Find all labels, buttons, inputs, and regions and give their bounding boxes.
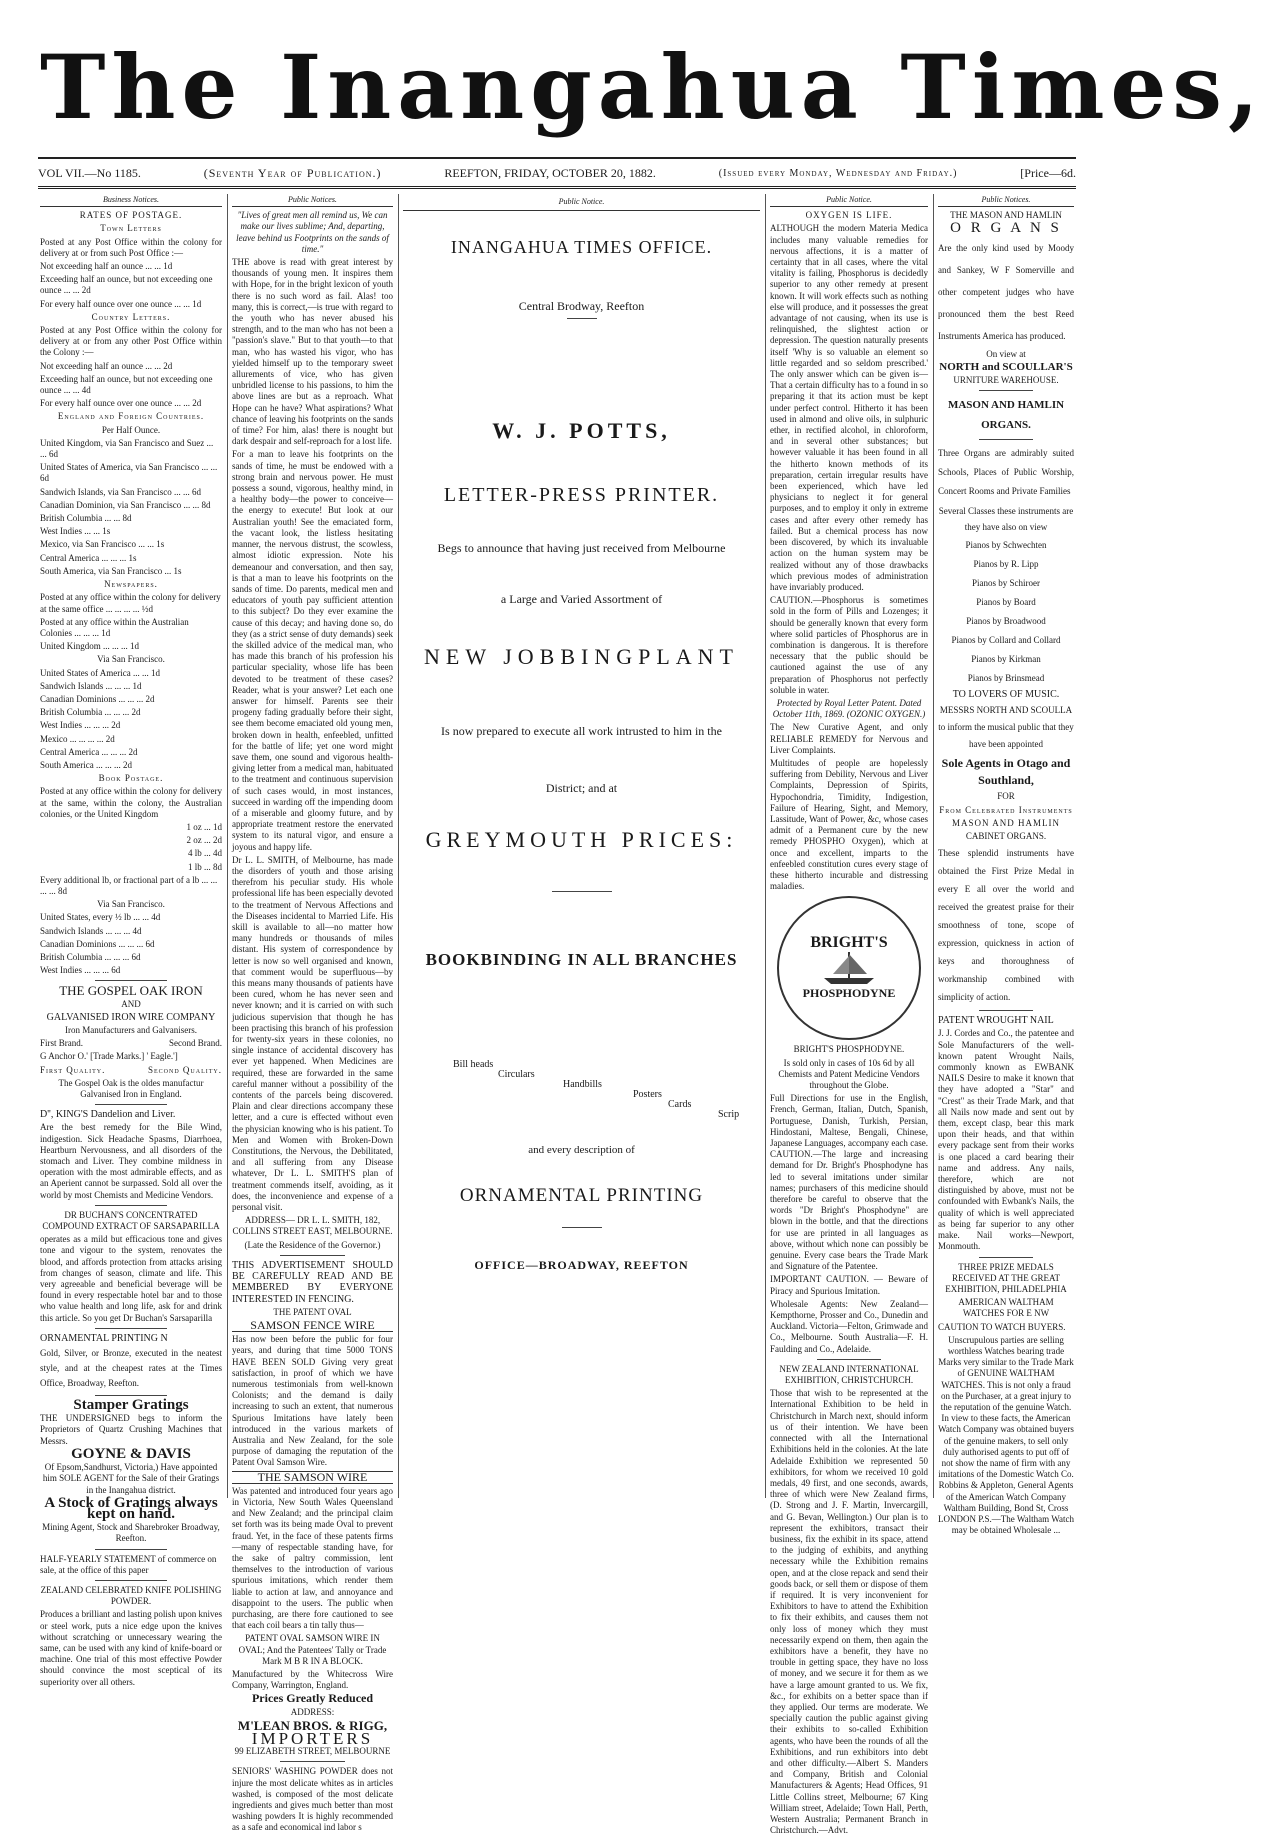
- gospel-quality: [40, 1065, 222, 1076]
- separator: [552, 891, 612, 892]
- column-header: Public Notices.: [938, 194, 1074, 207]
- place-date: REEFTON, FRIDAY, OCTOBER 20, 1882.: [444, 165, 656, 180]
- mason-text: Are the only kind used by Moody and Sankey, W F Somerville and other competent judges who have pronounced them the best Reed Instruments America has produced.: [938, 242, 1074, 341]
- separator: [562, 1227, 602, 1228]
- masthead: [40, 30, 1265, 145]
- piano-item: Pianos by Kirkman: [971, 654, 1041, 665]
- rate-line: 2 oz ... 2d: [186, 835, 222, 846]
- rate-line: South America, via San Francisco ... 1s: [40, 565, 182, 576]
- office-location: OFFICE—BROADWAY, REEFTON: [474, 1258, 689, 1272]
- goyne-davis: GOYNE & DAVIS: [71, 1445, 191, 1462]
- separator: [280, 1255, 344, 1256]
- newspapers-heading: Newspapers.: [104, 579, 158, 590]
- book-postage-text: Posted at any office within the colony for delivery at the same, within the colony, the Australian colonies, or the United Kingdom: [40, 786, 222, 819]
- address-label: ADDRESS:: [290, 1706, 335, 1717]
- separator: [95, 1395, 168, 1396]
- separator: [95, 1580, 168, 1581]
- mlean-address: 99 ELIZABETH STREET, MELBOURNE: [234, 1746, 391, 1757]
- organs: O R G A N S: [950, 220, 1062, 237]
- stamper-big: A Stock of Gratings always kept on hand.: [44, 1494, 218, 1522]
- agents: Wholesale Agents: New Zealand—Kempthorne, Prosser and Co., Dunedin and Auckland. Victoria—Felton, Grimwade and Co., Melbourne. South Australia—F. H. Faulding and Co., Adelaide.: [770, 1298, 929, 1354]
- column-divider: [765, 194, 766, 1498]
- gospel-oak-sub: Iron Manufacturers and Galvanisers.: [65, 1025, 197, 1035]
- piano-item: Pianos by Collard and Collard: [951, 635, 1061, 646]
- country-letters-heading: Country Letters.: [91, 311, 171, 322]
- north-scoullar: NORTH and SCOULLAR'S: [939, 360, 1073, 373]
- king-title: D'', KING'S Dandelion and Liver.: [40, 1109, 176, 1121]
- cordes: J. J. Cordes and Co., the patentee and Sole Manufacturers of the well-known patent Wrought Nails, commonly known as EWBANK NAILS Desire to make it known that they have adopted a "Star" and "Crest" as their Trade Mark, and that all Nails now made and sent out by them, except clasp, bear this mark upon their heads, and that within every package sent from their works is one placed a card bearing their name and address. Any nails, therefore, which are not distinguished by above, must not be confounded with Ewbank's Nails, the quality of which is well appreciated as being far superior to any other make. Nail works—Newport, Monmouth.: [938, 1028, 1074, 1252]
- rate-line: Mexico ... ... ... ... 2d: [40, 733, 115, 744]
- protected: Protected by Royal Letter Patent. Dated October 11th, 1869. (OZONIC OXYGEN.): [772, 697, 926, 720]
- bottom-rule: [38, 186, 1076, 193]
- rate-line: Canadian Dominion, via San Francisco ... ... 8d: [40, 499, 211, 510]
- mason-title: THE MASON AND HAMLIN: [950, 210, 1062, 221]
- brights-title: BRIGHT'S PHOSPHODYNE.: [793, 1044, 905, 1055]
- rate-line: British Columbia ... ... 8d: [40, 513, 132, 524]
- rate-line: United Kingdom ... ... ... 1d: [40, 641, 139, 652]
- first-brand: First Brand.: [40, 1038, 84, 1049]
- oxygen-text: ALTHOUGH the modern Materia Medica includes many valuable remedies for nervous affections, it is a matter of certainty that in all cases, where the vital vitality is failing, Phosphorus is decidedly superior to any other remedy at present known. It will work effects such as nothing else will produce, and it possesses the great advantage of not causing, when its use is relinquished, the slightest action or depression. The question naturally presents itself 'Why is so valuable an element so little regarded and so seldom prescribed.' The only answer which can be given is—That a certain difficulty has to a found in so preparing it that its action must be kept under perfect control. Hitherto it has been used in almond and olive oils, in sulphuric ether, in rectified alcohol, in chloroform, and in several other substances; but however valuable it has been found in all the hitherto known methods of its preparation, certain irregular results have been experienced, which have led physicians to neglect it for general purposes, and to employ it only in extreme cases and after every other remedy has failed. But a chemical process has now been discovered, by which its invaluable action on the human system may be realized without any of those drawbacks which previous modes of administration have invariably produced.: [770, 223, 928, 592]
- prices-reduced: Prices Greatly Reduced: [251, 1691, 374, 1706]
- job-item: Cards: [668, 1099, 692, 1110]
- rate-line: Exceeding half an ounce, but not exceeding one ounce ... ... 2d: [40, 274, 213, 296]
- gospel-oak-title2: GALVANISED IRON WIRE COMPANY: [46, 1011, 216, 1023]
- stamper-title: Stamper Gratings: [73, 1397, 189, 1414]
- column-header: Business Notices.: [40, 194, 222, 207]
- assortment: a Large and Varied Assortment of: [500, 592, 663, 606]
- printer-trade: LETTER-PRESS PRINTER.: [443, 484, 720, 506]
- smith-text-1: THE above is read with great interest by thousands of young men. It inspires them with Hope, for in the bright lexicon of youth there is no such word as fail. Alas! too many, this is correct,—is true with regard to the youth who has never abused his strength, and to the man who has not been a "passion's slave." But to that youth—to that man, who has wasted his vigor, who has yielded himself up to the temporary sweet allurements of vice, who has given unbridled license to his passions, to him the above lines are but as a reproach. What Hope can he have? What aspirations? What chance of leaving his footprints on the sands of time? For him, alas! there is nought but dark despair and self-reproach for a lost life.: [232, 257, 393, 447]
- smith-address-note: (Late the Residence of the Governor.): [244, 1239, 381, 1250]
- rate-line: Not exceeding half an ounce ... ... 2d: [40, 360, 173, 371]
- rate-line: West Indies ... ... ... 6d: [40, 965, 121, 976]
- town-letters-text: Posted at any Post Office within the colony for delivery at or from such Post Office :—: [40, 236, 222, 258]
- piano-item: Pianos by Schwechten: [965, 540, 1047, 551]
- column-header: Public Notices.: [232, 194, 393, 207]
- via-heading: Via San Francisco.: [97, 899, 165, 910]
- poem: "Lives of great men all remind us, We can make our lives sublime; And, departing, leave behind us Footprints on the sands of time.": [236, 210, 389, 254]
- three-organs: Three Organs are admirably suited Schools, Places of Public Worship, Concert Rooms and Private Families: [938, 448, 1074, 497]
- rate-line: Canadian Dominions ... ... ... 6d: [40, 938, 155, 949]
- job-list: [403, 1057, 760, 1127]
- country-letters-text: Posted at any Post Office within the colony for delivery at or from any other Post Office within the Colony :—: [40, 325, 222, 358]
- separator: [95, 980, 168, 981]
- rate-line: West Indies ... ... 1s: [40, 526, 111, 537]
- top-rule: [38, 157, 1076, 159]
- splendid: These splendid instruments have obtained the First Prize Medal in every E all over the world and received the greatest praise for their smoothness of tone, scope of expression, quickness in action of keys and thoroughness of workmanship combined with simplicity of action.: [938, 848, 1074, 1003]
- samson-text: Was patented and introduced four years ago in Victoria, New South Wales Queensland and New Zealand; and the principal claim set forth was its being made Oval to prevent fraud. Yet, in the face of these patents firms—many of respectable standing have, for the sake of paltry commission, lent themselves to the introduction of various spurious imitations, which render them liable to action at law, and annoyance and disappoint to the users. The public when purchasing, are there fore cautioned to see that each coil bears a tin tally thus—: [232, 1485, 393, 1631]
- town-letters-heading: Town Letters: [100, 223, 162, 234]
- zealand-title: ZEALAND CELEBRATED KNIFE POLISHING POWDER.: [40, 1584, 222, 1607]
- curative: The New Curative Agent, and only RELIABLE REMEDY for Nervous and Liver Complaints.: [770, 722, 928, 755]
- per-half-ounce: Per Half Ounce.: [101, 424, 161, 435]
- tally: PATENT OVAL SAMSON WIRE IN OVAL; And the Patentees' Tally or Trade Mark M B R IN A BLOCK.: [238, 1633, 387, 1666]
- district: District; and at: [545, 781, 618, 795]
- fence-patent: THE PATENT OVAL: [273, 1306, 352, 1317]
- rate-line: Canadian Dominions ... ... ... 2d: [40, 693, 155, 704]
- fence-text: Has now been before the public for four years, and during that time 5000 TONS HAVE BEEN SOLD Giving very great satisfaction, in proof of which we have numerous testimonials from well-known Colonists; and the demand is daily increasing to such an extent, that numerous Spurious Imitations have lately been introduced in the various markets of Australia and New Zealand, for the sole purpose of damaging the reputation of the Patent Oval Samson Wire.: [232, 1334, 393, 1468]
- buchan-title: DR BUCHAN'S CONCENTRATED COMPOUND EXTRACT OF SARSAPARILLA: [42, 1209, 220, 1232]
- multitudes: Multitudes of people are hopelessly suffering from Debility, Nervous and Liver Complaints, Depression of Spirits, Hypochondria, Timidity, Indigestion, Failure of Hearing, Sight, and Memory, Lassitude, Want of Power, &c, whose cases admit of a Permanent cure by the new remedy PHOSPHO Oxygen), which at once and excellent, imparts to the enfeebled constitution cures every stage of these hitherto incurable and distressing maladies.: [770, 757, 928, 892]
- seal-bottom-text: PHOSPHODYNE: [802, 986, 896, 1001]
- on-view: On view at: [986, 348, 1026, 359]
- stamper-text2: Of Epsom,Sandhurst, Victoria,) Have appointed him SOLE AGENT for the Sale of their Gratings in the Inangahua district.: [42, 1462, 220, 1495]
- rate-line: Every additional lb, or fractional part of a lb ... ... ... ... 8d: [40, 874, 218, 896]
- column-music: [938, 194, 1074, 1536]
- rate-line: South America ... ... ... 2d: [40, 759, 132, 770]
- announce: Begs to announce that having just received from Melbourne: [437, 541, 726, 555]
- half-yearly: HALF-YEARLY STATEMENT of commerce on sale, at the office of this paper: [40, 1553, 217, 1575]
- washing-powder: SENIORS' WASHING POWDER does not injure the most delicate whites as in articles washed, is composed of the most delicate ingredients and gives much better than most washing powders It is highly recommended as a safe and economical ind labor s: [232, 1766, 393, 1833]
- separator: [280, 1761, 344, 1762]
- cabinet-organs: CABINET ORGANS.: [965, 831, 1047, 842]
- second-brand: Second Brand.: [169, 1038, 222, 1049]
- greymouth-prices: GREYMOUTH PRICES:: [425, 827, 738, 852]
- importers: IMPORTERS: [251, 1729, 374, 1749]
- for: FOR: [997, 791, 1015, 802]
- year-of-publication: (Seventh Year of Publication.): [203, 165, 382, 180]
- rate-line: United Kingdom, via San Francisco and Suez ... ... 6d: [40, 437, 214, 460]
- rate-line: For every half ounce over one ounce ... ... 2d: [40, 398, 202, 409]
- celebrated: From Celebrated Instruments: [939, 804, 1073, 815]
- rate-line: United States of America ... ... 1d: [40, 667, 160, 678]
- column-phosphodyne: [770, 194, 929, 1836]
- separator: [817, 1359, 880, 1360]
- column-printing-office: [403, 194, 760, 1498]
- lovers-of-music: TO LOVERS OF MUSIC.: [952, 689, 1060, 701]
- caution: CAUTION.—Phosphorus is sometimes sold in the form of Pills and Lozenges; it should be generally known that every form where solid particles of Phosphorus are in combination is dangerous. It is therefore necessary that the public should be cautioned against the use of any preparation of Phosphorus not perfectly soluble in water.: [770, 595, 928, 695]
- separator: [979, 1257, 1033, 1258]
- separator: [979, 1010, 1033, 1011]
- second-quality: Second Quality.: [148, 1064, 222, 1075]
- three-prize: THREE PRIZE MEDALS RECEIVED AT THE GREAT EXHIBITION, PHILADELPHIA: [945, 1261, 1067, 1294]
- job-item: Scrip: [718, 1109, 740, 1120]
- piano-item: Pianos by Schiroer: [972, 578, 1040, 589]
- job-item: Circulars: [498, 1069, 535, 1080]
- office-address: Central Brodway, Reefton: [518, 299, 645, 313]
- rate-line: Not exceeding half an ounce ... ... 1d: [40, 261, 173, 272]
- postage-title: RATES OF POSTAGE.: [79, 210, 183, 221]
- england-heading: England and Foreign Countries.: [57, 411, 205, 422]
- piano-item: Pianos by R. Lipp: [973, 559, 1039, 570]
- prepared: Is now prepared to execute all work intrusted to him in the: [441, 724, 722, 738]
- samson-wire-title: THE SAMSON WIRE: [232, 1471, 393, 1484]
- rate-line: Sandwich Islands ... ... ... 4d: [40, 925, 142, 936]
- rate-line: For every half ounce over one ounce ... ... 1d: [40, 298, 202, 309]
- messrs: MESSRS NORTH AND SCOULLA to inform the musical public that they have been appointed: [938, 705, 1074, 750]
- piano-item: Pianos by Broadwood: [966, 616, 1046, 627]
- first-quality: First Quality.: [40, 1064, 106, 1075]
- gospel-oak-title: THE GOSPEL OAK IRON: [59, 983, 203, 999]
- brights-seal-logo: [777, 896, 921, 1040]
- gospel-oak-text: The Gospel Oak is the oldes manufactur Galvanised Iron in England.: [58, 1077, 204, 1100]
- oxygen-title: OXYGEN IS LIFE.: [805, 210, 893, 221]
- stamper-sign: Mining Agent, Stock and Sharebroker Broadway, Reefton.: [42, 1522, 220, 1544]
- unscrupulous: Unscrupulous parties are selling worthless Watches bearing trade Marks very similar to the Trade Mark of GENUINE WALTHAM WATCHES. This is not only a fraud on the Purchaser, at a great injury to the reputation of the genuine Watch. In view to these facts, the American Watch Company was obtained buyers of the genuine makers, to sell only duly authorised agents to put off of not show the name of firm with any imitations of the Domestic Watch Co. Robbins & Appleton, General Agents of the American Watch Company Waltham Building, Bond St, Cross LONDON P.S.—The Waltham Watch may be obtained Wholesale ...: [938, 1334, 1074, 1536]
- king-text: Are the best remedy for the Bile Wind, indigestion. Sick Headache Spasms, Diarrhoea, Heartburn Nervousness, and all disorders of the stomach and Liver. They combine mildness in operation with the most admirable effects, and as an Aperient cannot be surpassed. Sold all over the world by most Chemists and Medicine Vendors.: [40, 1122, 222, 1200]
- dateline: [38, 162, 1076, 184]
- issue-schedule: (Issued every Monday, Wednesday and Friday.): [718, 167, 958, 179]
- rate-line: Sandwich Islands ... ... ... 1d: [40, 680, 142, 691]
- column-business-notices: [40, 194, 222, 1687]
- zealand-text: Produces a brilliant and lasting polish upon knives or steel work, puts a nice edge upon the knives without scratching or unnecessary wearing the same, can be used with any kind of knife-board or machine. One trial of this most effective Powder should convince the most sceptical of its superiority over all others.: [40, 1609, 222, 1687]
- rate-line: Sandwich Islands, via San Francisco ... ... 6d: [40, 486, 201, 497]
- rate-line: 1 oz ... 1d: [186, 821, 222, 832]
- price: [Price—6d.: [1020, 165, 1076, 180]
- gospel-brands: [40, 1038, 222, 1049]
- column-header: Public Notice.: [770, 194, 928, 207]
- volume: VOL VII.—No 1185.: [38, 165, 141, 180]
- mason-organs: MASON AND HAMLIN ORGANS.: [947, 399, 1065, 432]
- printer-name: W. J. POTTS,: [492, 418, 671, 443]
- fence-title: SAMSON FENCE WIRE: [232, 1320, 393, 1332]
- smith-text-2: For a man to leave his footprints on the sands of time, he must be endowed with a strong brain and nervous power. He must possess a sound, vigorous, healthy mind, in a healthy body—the power to conceive—the energy to execute! But look at our Australian youth! See the emaciated form, the vacant look, the listless hesitating manner, the nervous distrust, the scowless, almost idiotic expression. Note his demeanour and conversation, and then say, is that a man to leave his footprints on the sands of time. Do parents, medical men and educators of youth pay sufficient attention to this subject? Do they ever examine the cause of this decay; and having done so, do they (as a strict sense of duty demands) seek the skilled advice of the medical man, who has made this branch of his profession his particular speciality, whose life has been devoted to be treatment of these cases? Reader, what is your answer? Let each one answer for himself. Parents see their progeny fading gradually before their sight, see them become emaciated old young men, broken down in health, enfeebled, unfitted for the battle of life; yet one word might save them, one sound and vigorous health-giving letter from a medical man, habituated to the treatment and continuous supervision of such cases would, in most instances, succeed in warding off the impending doom of a miserable and gloomy future, and by appropriate treatment restore the enervated system to its natural vigor, and ensure a joyous and happy life.: [232, 449, 393, 852]
- buchan-text: operates as a mild but efficacious tone and gives tone and vigour to the system, renovates the blood, and affords protection from attacks arising from changes of season, climate and life. This very agreeable and beneficial beverage will be found in every respectable hotel bar and to those who value health and long life, ask for and drink this article. So you get Dr Buchan's Sarsaparilla: [40, 1234, 222, 1323]
- separator: [979, 439, 1033, 440]
- caution-watch: CAUTION TO WATCH BUYERS.: [938, 1321, 1066, 1332]
- manufactured: Manufactured by the Whitecross Wire Company, Warrington, England.: [232, 1669, 393, 1691]
- bookbinding: BOOKBINDING IN ALL BRANCHES: [425, 950, 738, 969]
- rate-line: Exceeding half an ounce, but not exceeding one ounce ... ... 4d: [40, 373, 213, 396]
- column-header: Public Notice.: [403, 194, 760, 211]
- separator: [95, 1549, 168, 1550]
- column-public-notices: [232, 194, 393, 1833]
- separator: [95, 1205, 168, 1206]
- every-description: and every description of: [528, 1144, 635, 1156]
- rate-line: Posted at any office within the Australian Colonies ... ... ... 1d: [40, 616, 189, 638]
- rate-line: 4 lb ... 4d: [187, 848, 222, 859]
- rate-line: Posted at any office within the colony for delivery at the same office ... ... ... ... ½d: [40, 592, 221, 614]
- column-divider: [227, 194, 228, 1498]
- rate-line: British Columbia ... ... ... 6d: [40, 951, 141, 962]
- seal-top-text: BRIGHT'S: [810, 934, 888, 952]
- trade-marks: G Anchor O.' [Trade Marks.] ' Eagle.']: [40, 1051, 178, 1062]
- piano-item: Pianos by Brinsmead: [967, 673, 1045, 684]
- ornamental-printing: ORNAMENTAL PRINTING: [459, 1185, 704, 1206]
- rate-line: British Columbia ... ... ... 2d: [40, 707, 141, 718]
- job-item: Handbills: [563, 1079, 602, 1090]
- patent-nail: PATENT WROUGHT NAIL: [938, 1015, 1054, 1027]
- ship-icon: [819, 948, 879, 988]
- smith-text-3: Dr L. L. SMITH, of Melbourne, has made the disorders of youth and those arising therefrom his peculiar study. His whole professional life has been especially devoted to the treatment of Nervous Affections and the Diseases incidental to Married Life. His skill is available to all—no matter how many hundreds or thousands of miles distant. His system of correspondence by letter is now so well organised and known, that comment would be superfluous—by this means many thousands of patients have been cured, whom he has never seen and never known; and it is carried on with such judicious supervision that though he has been practising this branch of his profession for twenty-six years in these colonies, no single instance of accidental discovery has ever yet happened. When Medicines are required, these are forwarded in the same careful manner without a possibility of the contents of the parcels being discovered. Plain and clear directions accompany these letter, and a cure is effected without even the physician knowing who is his patient. To Men and Women with Broken-Down Constitutions, the Nervous, the Debilitated, and all suffering from any Disease whatever, Dr L. L. SMITH'S plan of treatment commends itself, avoiding, as it does, the inconvenience and expense of a personal visit.: [232, 854, 393, 1213]
- rate-line: West Indies ... ... ... 2d: [40, 720, 121, 731]
- mason-hamlin: MASON AND HAMLIN: [951, 817, 1060, 828]
- nz-exhibition-text: Those that wish to be represented at the International Exhibition to be held in Christchurch in March next, should inform us of their intention. We have been connected with all the International Exhibitions held in the colonies. At the late Adelaide Exhibition we represented 50 exhibitors, for whom we received 10 gold medals, 49 first, and one seconds, awards, three of which were New Zealand firms, (D. Strong and J. F. Martin, Invercargill, and G. Bevan, Wellington.) Our plan is to represent the exhibitors, transact their business, fix the exhibit in its space, attend to the judging of exhibits, and anything necessary while the Exhibition remains open, and at the close repack and send their goods back, or sell them or dispose of them if required. It is very inconvenient for Exhibitors to have to attend the Exhibition to fix their exhibits, and causes them not only loss of money which they must necessarily expend on them, then again the exhibitors have a benefit, they have no trouble in getting space, they have no loss of money, and we secure it for them as we have a large amount granted to us. We fix, &c., for exhibits on a better space than if they applied. Our terms are moderate. We specially caution the public against giving their exhibits to so-called Exhibition agents, who have been the rounds of all the Exhibitions, and run exhibitors into debt and other difficulty.—Albert S. Manders and Company, British and Colonial Manufacturers & Agents; Head Offices, 91 Little Collins street, Melbourne; 67 King William street, Adelaide; Town Hall, Perth, Western Australia; Permanent Branch in Christchurch.—Advt.: [770, 1388, 928, 1836]
- sole-agents: Sole Agents in Otago and Southland,: [941, 756, 1071, 788]
- stamper-text: THE UNDERSIGNED begs to inform the Proprietors of Quartz Crushing Machines that Messrs.: [40, 1413, 222, 1446]
- fence-notice: THIS ADVERTISEMENT SHOULD BE CAREFULLY READ AND BE MEMBERED BY EVERYONE INTERESTED IN FENCING.: [232, 1259, 393, 1305]
- rate-line: Central America ... ... ... 1s: [40, 552, 137, 563]
- via-san-francisco: Via San Francisco.: [97, 654, 165, 665]
- jobbing-plant: NEW JOBBINGPLANT: [424, 644, 739, 669]
- column-divider: [933, 194, 934, 1498]
- job-item: Bill heads: [453, 1059, 494, 1070]
- rate-line: Central America ... ... ... 2d: [40, 746, 138, 757]
- separator: [95, 1104, 168, 1105]
- nz-exhibition-title: NEW ZEALAND INTERNATIONAL EXHIBITION, CHRISTCHURCH.: [779, 1363, 919, 1386]
- separator: [95, 1328, 168, 1329]
- office-title: INANGAHUA TIMES OFFICE.: [450, 237, 713, 257]
- rate-line: United States of America, via San Francisco ... ... 6d: [40, 462, 218, 484]
- sold: Is sold only in cases of 10s 6d by all Chemists and Patent Medicine Vendors throughout the Globe.: [778, 1057, 920, 1090]
- newspaper-title: The Inangahua Times,: [40, 35, 1265, 139]
- american-waltham: AMERICAN WALTHAM WATCHES FOR E NW: [958, 1297, 1054, 1319]
- mlean-bros: M'LEAN BROS. & RIGG,: [237, 1717, 388, 1733]
- important-caution: IMPORTANT CAUTION. — Beware of Piracy and Spurious Imitation.: [770, 1274, 928, 1296]
- separator: [979, 390, 1033, 391]
- column-divider: [398, 194, 399, 1498]
- job-item: Posters: [633, 1089, 662, 1100]
- rate-line: 1 lb ... 8d: [187, 861, 222, 872]
- ornamental-title: ORNAMENTAL PRINTING N: [40, 1332, 168, 1344]
- gospel-oak-and: AND: [121, 998, 141, 1009]
- smith-address: ADDRESS— DR L. L. SMITH, 182, COLLINS STREET EAST, MELBOURNE.: [232, 1215, 393, 1237]
- separator: [567, 318, 597, 319]
- directions: Full Directions for use in the English, French, German, Italian, Dutch, Spanish, Portuguese, Danish, Turkish, Persian, Hindostani, Maltese, Bengali, Chinese, Japanese Languages, accompany each case. CAUTION.—The large and increasing demand for Dr. Bright's Phosphodyne has led to several imitations under similar names; purchasers of this medicine should therefore be careful to observe that the words "Dr Bright's Phosphodyne" are blown in the bottle, and that the directions for use are printed in all languages as above, without which none can possibly be genuine. Every case bears the Trade Mark and Signature of the Patentee.: [770, 1093, 928, 1272]
- rate-line: United States, every ½ lb ... ... 4d: [40, 912, 161, 923]
- piano-item: Pianos by Board: [976, 597, 1036, 608]
- several-classes: Several Classes these instruments are they have also on view: [938, 506, 1074, 533]
- ornamental-text: Gold, Silver, or Bronze, executed in the neatest style, and at the cheapest rates at the Times Office, Broadway, Reefton.: [40, 1348, 222, 1389]
- rate-line: Mexico, via San Francisco ... ... 1s: [40, 539, 165, 550]
- furniture: URNITURE WAREHOUSE.: [953, 375, 1059, 386]
- book-postage-heading: Book Postage.: [98, 773, 164, 784]
